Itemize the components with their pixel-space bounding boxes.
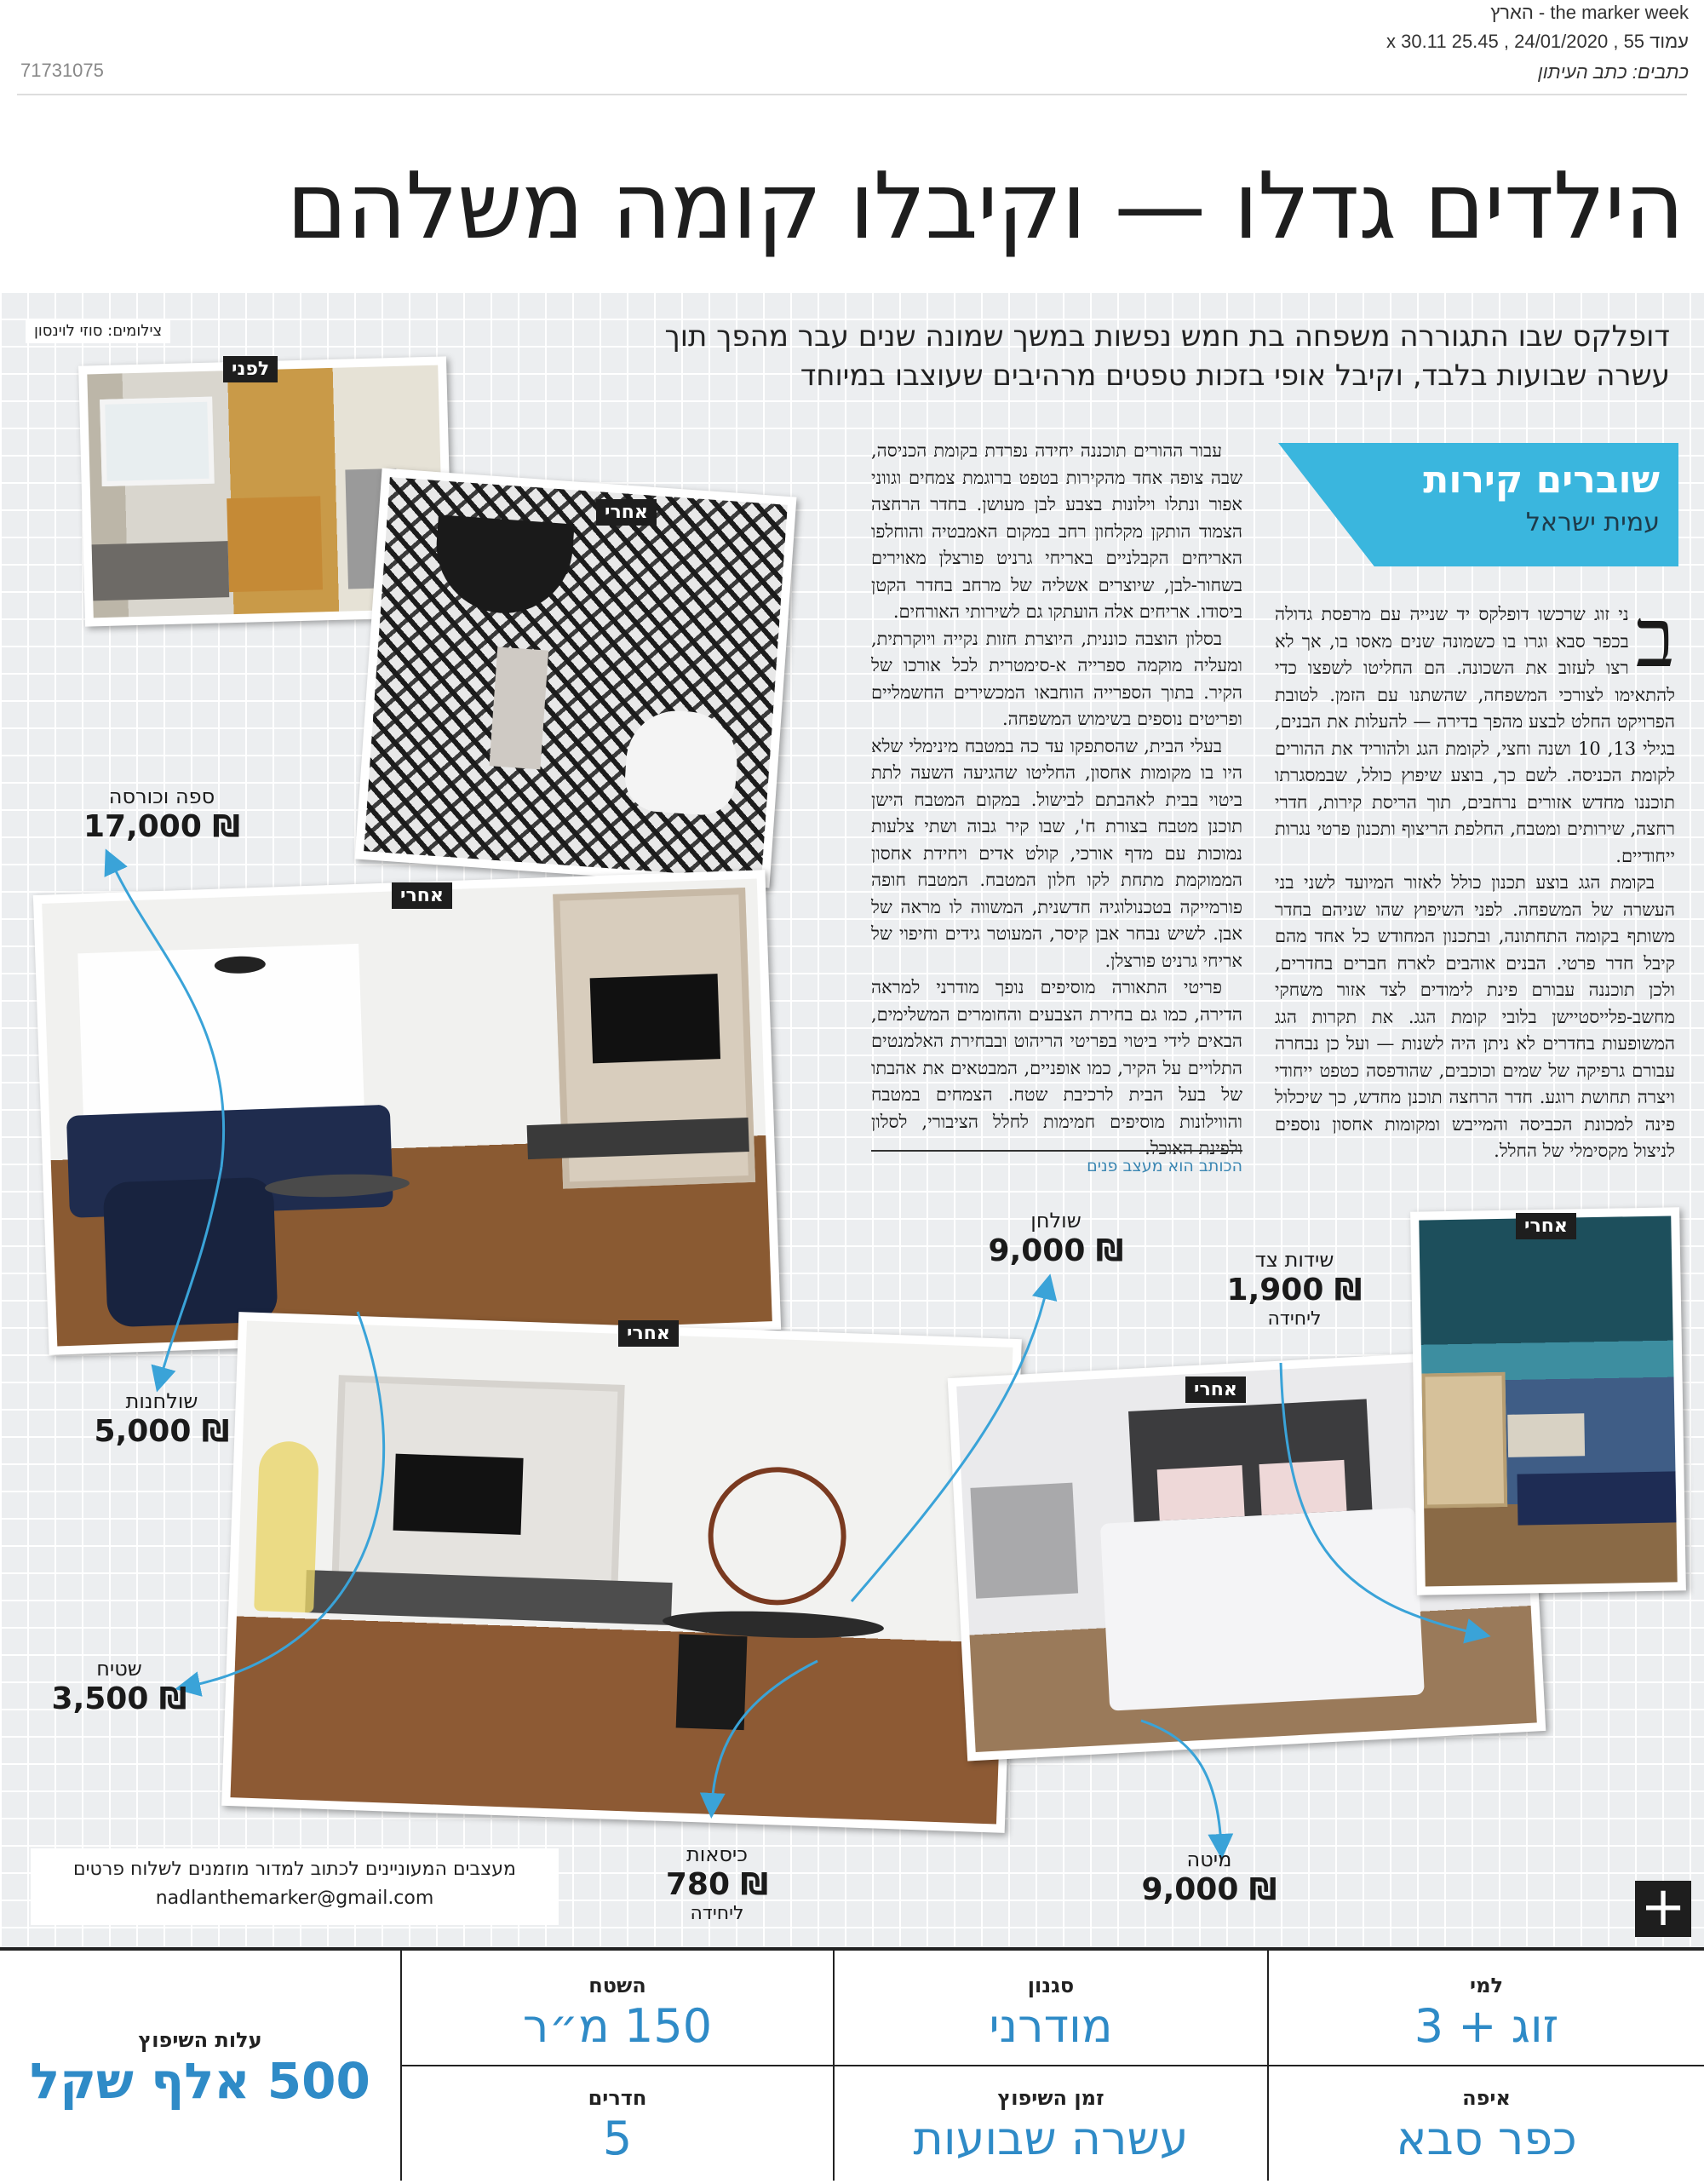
price-tables xyxy=(77,1388,247,1450)
price-value: ₪ 17,000 xyxy=(83,809,240,844)
section-tag-title: שוברים קירות xyxy=(1423,458,1660,502)
after-badge: אחרי xyxy=(596,499,657,526)
paragraph: בעלי הבית, שהסתפקו עד כה במטבח מינימלי שלא היו בו מקומות אחסון, החליטו שהגיעה השעה לתת ביטוי בבית לאהבתם לבישול. במקום המטבח הישן תוכנן מטבח בצורת ח', שבו קיר גבוה ושתי צלעות נמוכות עם מדף אורכי, קולט אדים ויחידת אחסון הממוקמת מתחת לקו חלון המטבח. המטבח חופה פורמייקה בטכנולוגיה חדשנית, המשווה לו מראה של אבן. לשיש נבחר אבן קיסר, המעוטר גידים וחיפוי של אריחי גרניט פורצלן. xyxy=(871,735,1242,971)
fact-value: 150 מ״ר xyxy=(522,1999,713,2053)
price-value: ₪ 3,500 xyxy=(51,1681,187,1716)
after-badge: אחרי xyxy=(1185,1376,1246,1403)
after-badge: אחרי xyxy=(392,882,452,909)
price-value: ₪ 5,000 xyxy=(94,1414,230,1449)
arrow-chairs xyxy=(712,1661,818,1806)
paragraph: בסלון הוצבה כוננית, היוצרת חזות נקייה ויוקרתית, ומעליה מוקמה ספרייה א-סימטרית לכל אורכו של הקיר. בתוך הספרייה הוחבאו המכשירים החשמליים ופריטים נוספים בשימוש המשפחה. xyxy=(871,628,1242,729)
arrow-tables xyxy=(160,1167,221,1380)
fact-label: למי xyxy=(1470,1974,1503,1997)
paragraph: פריטי התאורה מוסיפים נופך מודרני למראה הדירה, כמו גם בחירת הצבעים והחומרים המשלימים, הבאים לידי ביטוי בפריטי הריהוט ובבחירת האלמנטים התלויים על הקיר, כמו אופניים, המבטאים את אהבתו של בעל הבית לרכיבת שטח. הצמחים במטבח והווילונות מוסיפים חמימות לחלל הציבורי, לסלון ולפינת האוכל. xyxy=(871,977,1242,1158)
price-name: כיסאות xyxy=(686,1842,748,1866)
price-unit: ליחידה xyxy=(1267,1308,1322,1330)
publication-name: the marker week - הארץ xyxy=(1490,2,1689,23)
price-chairs xyxy=(640,1842,794,1925)
before-badge: לפני xyxy=(223,356,278,382)
price-value: ₪ 1,900 xyxy=(1226,1273,1363,1308)
price-rug xyxy=(43,1656,196,1717)
article-id: 71731075 xyxy=(20,60,104,81)
fact-value: מודרני xyxy=(989,1999,1113,2053)
fact-value: 500 אלף שקל xyxy=(30,2052,370,2110)
plus-icon: + xyxy=(1635,1881,1691,1937)
fact-label: חדרים xyxy=(588,2086,647,2110)
fact-label: זמן השיפוץ xyxy=(997,2086,1104,2110)
price-sofa xyxy=(77,784,247,845)
paragraph: ני זוג שרכשו דופלקס יד שנייה עם מרפסת גדולה בכפר סבא וגרו בו כשמונה שנים מאסו בו, אך לא רצו לעזוב את השכונה. הם החליטו לשפצו כדי להתאימו לצורכי המשפחה, שהשתנו עם הזמן. לטובת הפרויקט החלט לבצע מהפך בדירה — להעלות את הבנים, בגילי 13, 10 ושנה וחצי, לקומת הגג ולהוריד את ההורים לקומת הכניסה. לשם כך, בוצע שיפוץ כולל, שבמסגרתו תוכננו מחדש אזורים נרחבים, תוך הריסת קירות, חדרי רחצה, שירותים ומטבח, החלפת הריצוף ותכנון פרטי נגרות ייחודיים. xyxy=(1275,604,1675,866)
table-divider xyxy=(400,2065,1704,2066)
fact-value: כפר סבא xyxy=(1396,2112,1577,2165)
price-dining-table xyxy=(971,1208,1141,1269)
fact-area xyxy=(402,1973,833,2055)
paragraph: בקומת הגג בוצע תכנון כולל לאזור המיועד לשני בני העשרה של המשפחה. לפני השיפוץ שהו שניהם בחדר משותף בקומה התחתונה, ובתכנון המחודש כל אחד מהם קיבל חדר פרטי. הבנים אוהבים לארח חברים בחדרים, ולכן תוכננה עבורם פינת לימודים לצד אזור משחקי מחשב-פלייסטיישן בלובי קומת הגג. את תקרות הגג המשופעות בחדרים לא ניתן היה לשנות — ועל כן נבחרה עבורם גרפיקה של שמים וכוכבים, שהודפסה כטפט ייחודי ויצרה תחושת רוגע. חדר הרחצה תוכנן מחדש, כך שיכלול פינה למכונת הכביסה והמייבש ומקומות אחסון נוספים לניצול מקסימלי של החלל. xyxy=(1275,872,1675,1161)
fact-where xyxy=(1269,2085,1704,2167)
price-bed xyxy=(1124,1847,1294,1908)
fact-label: סגנון xyxy=(1027,1974,1075,1997)
paragraph: עבור ההורים תוכננה יחידה נפרדת בקומת הכניסה, שבה צופה אחד מהקירות בטפט ברוגמת צמחים וגווני אפור ונתלו וילונות בצבע לבן מעושן. בחדר הרחצה הצמוד הותקן מקלחון רחב במקום האמבטיה והוחלפו האריחים הקבלניים באריחי גרניט פורצלן מאוירים בשחור-לבן, שיוצרים אשליה של מרחב בחדר הקטן ביסודו. אריחים אלה הועתקו גם לשירותי האורחים. xyxy=(871,440,1242,622)
fact-label: השטח xyxy=(588,1974,646,1997)
contact-text: מעצבים המעוניינים לכתוב למדור מוזמנים לשלוח פרטים xyxy=(73,1859,516,1880)
after-badge: אחרי xyxy=(1516,1213,1576,1239)
article-title: הילדים גדלו — וקיבלו קומה משלהם xyxy=(286,153,1684,260)
arrow-dining-table xyxy=(852,1286,1047,1601)
page-info: עמוד 55 , 24/01/2020 , 25.45 x 30.11 xyxy=(1386,31,1689,52)
fact-label: עלות השיפוץ xyxy=(138,2028,262,2052)
writers-line: כתבים: כתב העיתון xyxy=(1538,61,1689,83)
author-name: עמית ישראל xyxy=(1525,508,1660,537)
price-value: ₪ 9,000 xyxy=(988,1233,1124,1268)
fact-rooms xyxy=(402,2085,833,2167)
fact-label: איפה xyxy=(1462,2086,1511,2110)
fact-for-whom xyxy=(1269,1973,1704,2055)
price-unit: ליחידה xyxy=(690,1903,744,1924)
arrow-sofa xyxy=(111,860,224,1167)
article-subtitle: דופלקס שבו התגוררה משפחה בת חמש נפשות במשך שמונה שנים עבר מהפך תוך עשרה שבועות בלבד, וקיבל אופי בזכות טפטים מרהיבים שעוצבו במיוחד xyxy=(664,319,1670,393)
price-name: שטיח xyxy=(96,1657,142,1681)
arrow-rug xyxy=(187,1312,384,1687)
price-name: מיטה xyxy=(1186,1848,1232,1871)
price-nightstands xyxy=(1209,1247,1380,1331)
facts-table xyxy=(0,1947,1704,2184)
author-byline: הכותב הוא מעצב פנים xyxy=(871,1150,1242,1175)
after-badge: אחרי xyxy=(618,1320,679,1347)
photo-credit: צילומים: סוזי לוינסון xyxy=(26,319,170,343)
arrow-nightstands xyxy=(1281,1363,1478,1634)
fact-value: 5 xyxy=(602,2112,633,2165)
price-name: שולחן xyxy=(1030,1209,1081,1233)
fact-value: עשרה שבועות xyxy=(913,2112,1189,2165)
fact-duration xyxy=(835,2085,1267,2167)
price-name: שידות צד xyxy=(1254,1248,1334,1272)
fact-style xyxy=(835,1973,1267,2055)
price-name: ספה וכורסה xyxy=(108,785,215,808)
fact-cost xyxy=(0,2027,400,2109)
price-value: ₪ 780 xyxy=(665,1867,769,1902)
contact-box xyxy=(31,1848,559,1925)
contact-email[interactable]: nadlanthemarker@gmail.com xyxy=(155,1888,434,1909)
price-name: שולחנות xyxy=(125,1389,198,1413)
price-value: ₪ 9,000 xyxy=(1141,1872,1277,1907)
fact-value: זוג + 3 xyxy=(1414,1999,1559,2053)
drop-cap: ב xyxy=(1635,590,1675,686)
arrow-bed xyxy=(1141,1721,1221,1847)
